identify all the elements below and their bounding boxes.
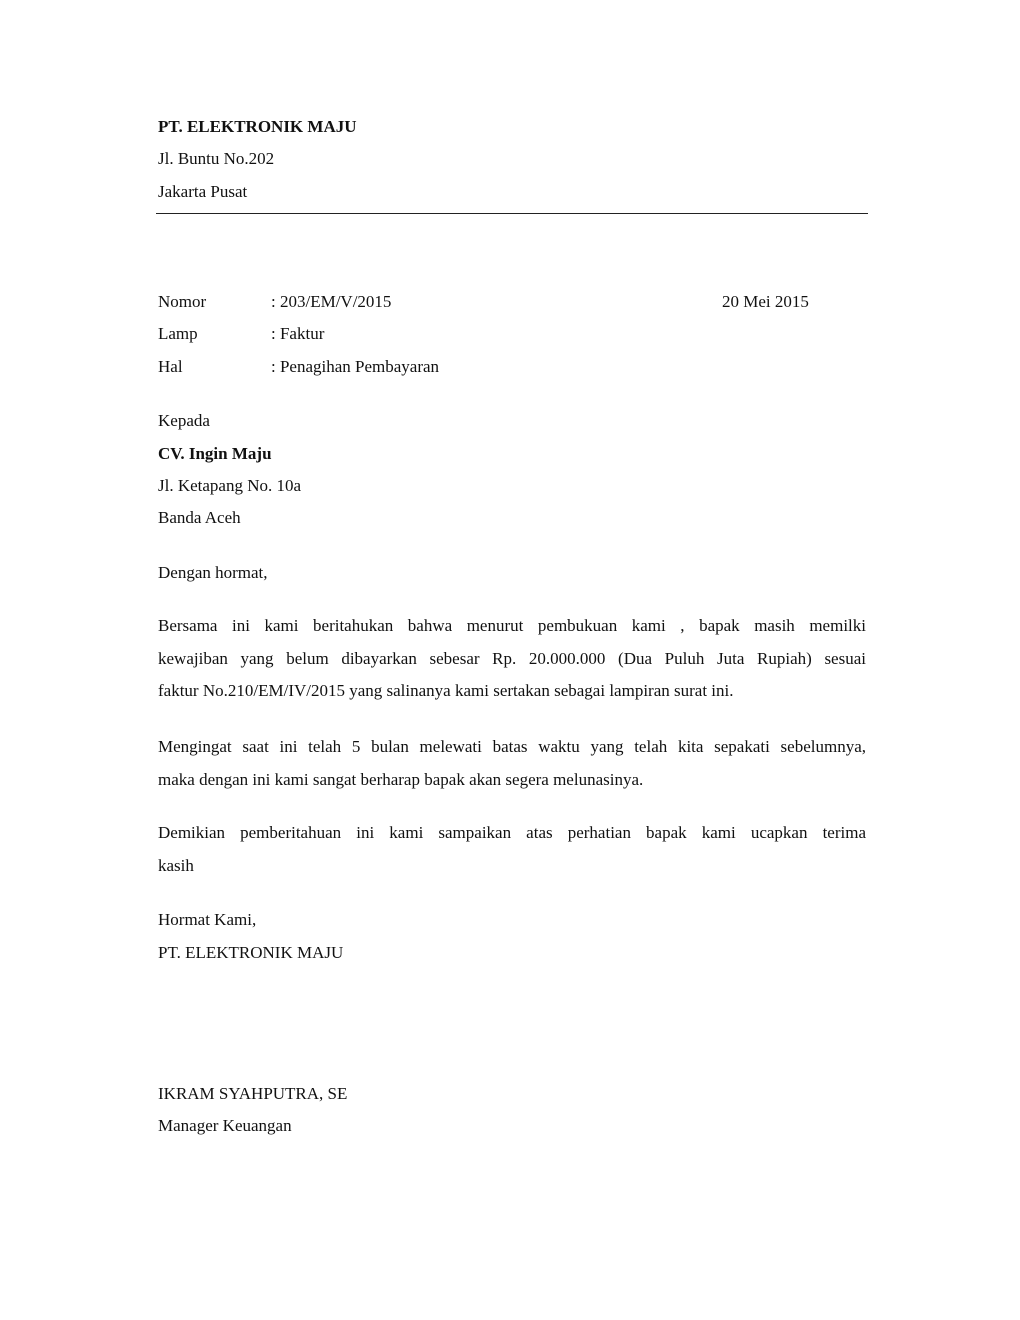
signatory-title: Manager Keuangan [158,1116,292,1135]
body-paragraph-3 [158,817,866,882]
closing-salutation: Hormat Kami, [158,910,257,929]
body-paragraph-2 [158,731,866,796]
body-paragraph-1 [158,610,866,708]
hal-value: : Penagihan Pembayaran [271,357,440,376]
paragraph-line: faktur No.210/EM/IV/2015 yang salinanya kami sertakan sebagai lampiran surat ini. [158,681,734,700]
paragraph-line: kewajiban yang belum dibayarkan sebesar Rp. 20.000.000 (Dua Puluh Juta Rupiah) sesuai [158,648,866,668]
letterhead-address-line1: Jl. Buntu No.202 [158,149,275,168]
paragraph-line: Mengingat saat ini telah 5 bulan melewati batas waktu yang telah kita sepakati sebelumnya, [158,737,866,756]
nomor-label: Nomor [158,292,207,311]
nomor-value: : 203/EM/V/2015 [271,292,392,311]
lamp-label: Lamp [158,324,198,343]
recipient-address-line1: Jl. Ketapang No. 10a [158,476,302,495]
signatory-name: IKRAM SYAHPUTRA, SE [158,1084,348,1103]
letterhead-address-line2: Jakarta Pusat [158,182,248,201]
recipient-name: CV. Ingin Maju [158,444,272,463]
lamp-value: : Faktur [271,324,325,343]
greeting: Dengan hormat, [158,563,268,582]
letter-date: 20 Mei 2015 [722,292,809,311]
paragraph-line: maka dengan ini kami sangat berharap bapak akan segera melunasinya. [158,769,644,789]
recipient-kepada: Kepada [158,411,210,430]
paragraph-line: Demikian pemberitahuan ini kami sampaikan atas perhatian bapak kami ucapkan terima [158,823,866,842]
hal-label: Hal [158,357,183,376]
closing-company: PT. ELEKTRONIK MAJU [158,943,344,962]
paragraph-line: kasih [158,855,194,875]
letterhead-company: PT. ELEKTRONIK MAJU [158,117,357,136]
letterhead-divider [156,213,868,214]
paragraph-line: Bersama ini kami beritahukan bahwa menurut pembukuan kami , bapak masih memilki [158,616,866,635]
recipient-address-line2: Banda Aceh [158,508,241,527]
